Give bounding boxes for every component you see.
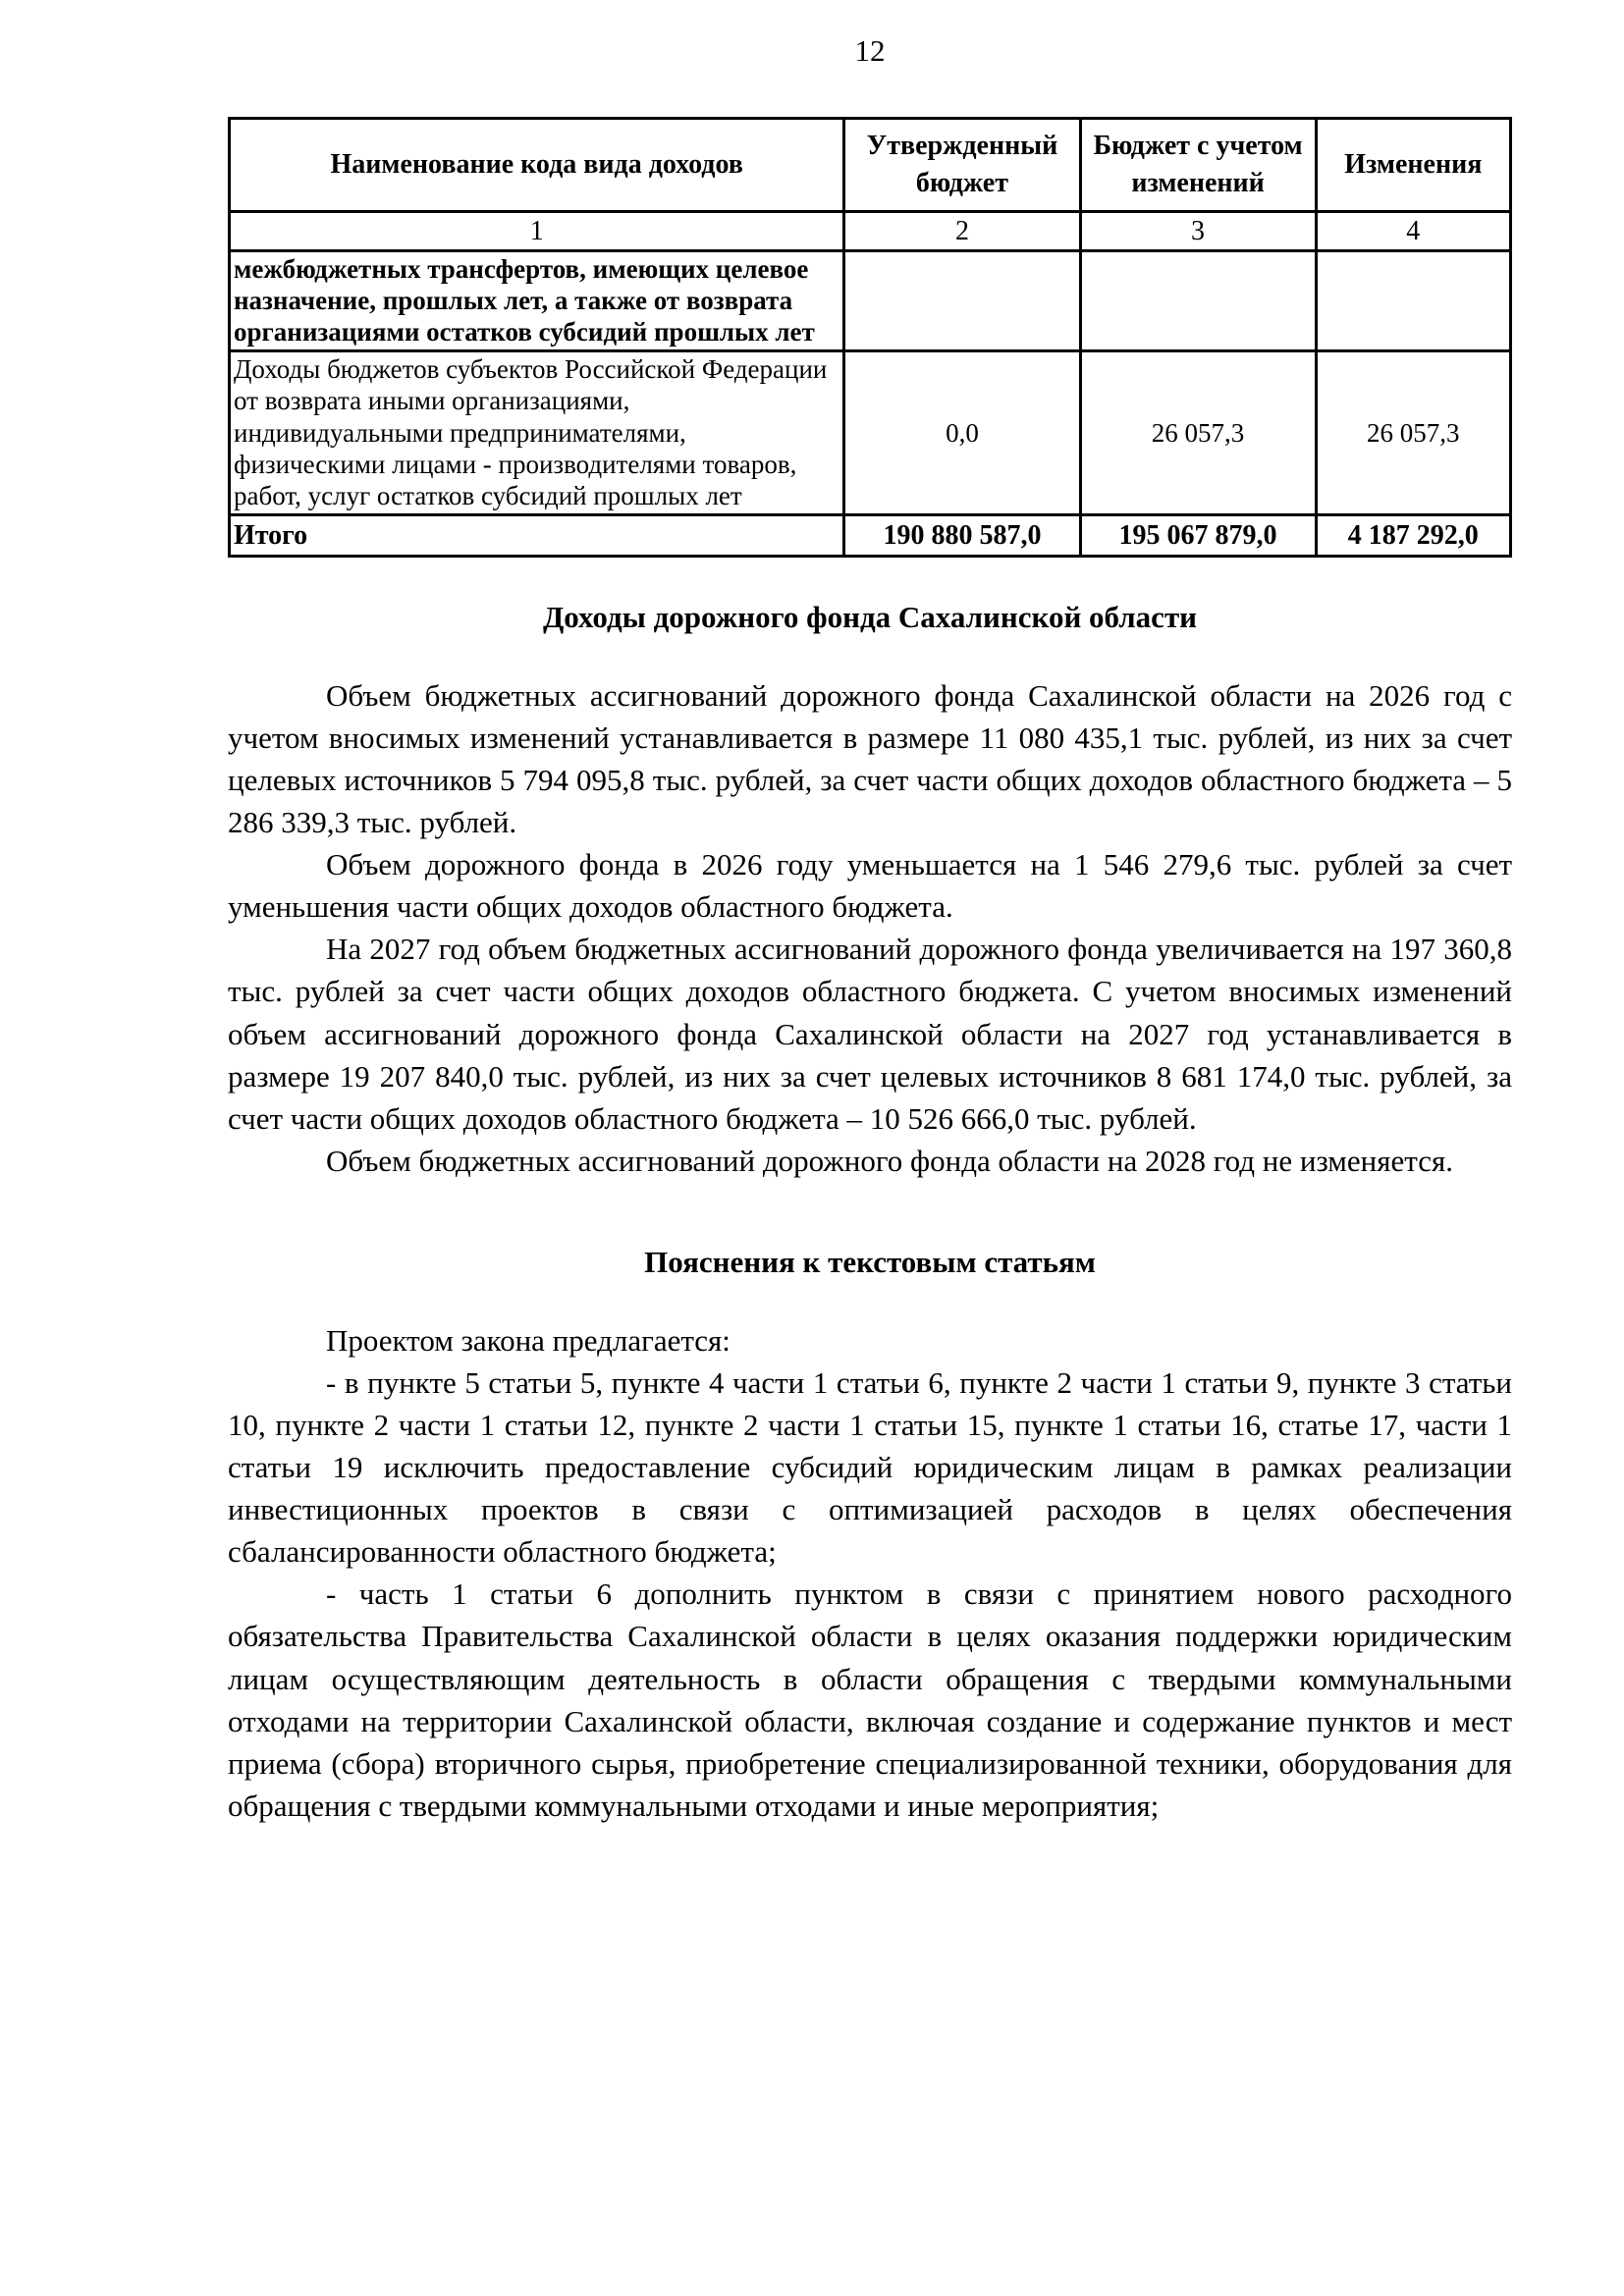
adjusted-budget-cell xyxy=(1080,250,1316,350)
paragraph-2026-road-fund-volume: Объем бюджетных ассигнований дорожного фонда Сахалинской области на 2026 год с учетом вносимых изменений устанавливается в размере 11 080 435,1 тыс. рублей, из них за счет целевых источников 5 794 095,8 тыс. рублей, за счет части общих доходов областного бюджета – 5 286 339,3 тыс. рублей. xyxy=(228,677,1512,840)
paragraph-exclude-subsidies: - в пункте 5 статьи 5, пункте 4 части 1 статьи 6, пункте 2 части 1 статьи 9, пункте 3 статьи 10, пункте 2 части 1 статьи 12, пункте 2 части 1 статьи 15, пункте 1 статьи 16, статье 17, части 1 статьи 19 исключить предоставление субсидий юридическим лицам в рамках реализации инвестиционных проектов в связи с оптимизацией расходов в целях обеспечения сбалансированности областного бюджета; xyxy=(228,1364,1512,1570)
paragraph-add-clause-waste-support: - часть 1 статьи 6 дополнить пунктом в связи с принятием нового расходного обязательства Правительства Сахалинской области в целях оказания поддержки юридическим лицам осуществляющим деятельность в области обращения с твердыми коммунальными отходами на территории Сахалинской области, включая создание и содержание пунктов и мест приема (сбора) вторичного сырья, приобретение специализированной техники, оборудования для обращения с твердыми коммунальными отходами и иные мероприятия; xyxy=(228,1576,1512,1823)
paragraph-law-proposes: Проектом закона предлагается: xyxy=(326,1322,731,1358)
approved-budget-cell xyxy=(844,250,1080,350)
table-row-continuation xyxy=(230,250,1511,350)
total-changes-cell: 4 187 292,0 xyxy=(1316,514,1510,556)
table-total-row xyxy=(230,514,1511,556)
page-number: 12 xyxy=(854,33,886,68)
col-header-approved-budget: Утвержденный бюджет xyxy=(844,119,1080,212)
adjusted-budget-cell: 26 057,3 xyxy=(1080,350,1316,514)
total-approved-cell: 190 880 587,0 xyxy=(844,514,1080,556)
table-header-row xyxy=(230,119,1511,212)
total-adjusted-cell: 195 067 879,0 xyxy=(1080,514,1316,556)
col-header-income-code-name: Наименование кода вида доходов xyxy=(230,119,844,212)
changes-cell: 26 057,3 xyxy=(1316,350,1510,514)
heading-road-fund-income: Доходы дорожного фонда Сахалинской области xyxy=(542,599,1198,634)
table-row-income xyxy=(230,350,1511,514)
column-index-1: 1 xyxy=(230,211,844,250)
paragraph-2027-road-fund-volume: На 2027 год объем бюджетных ассигнований дорожного фонда увеличивается на 197 360,8 тыс. рублей за счет части общих доходов областного бюджета. С учетом вносимых изменений объем ассигнований дорожного фонда Сахалинской области на 2027 год устанавливается в размере 19 207 840,0 тыс. рублей, из них за счет целевых источников 8 681 174,0 тыс. рублей, за счет части общих доходов областного бюджета – 10 526 666,0 тыс. рублей. xyxy=(228,932,1512,1136)
column-index-3: 3 xyxy=(1080,211,1316,250)
income-name-cell: Доходы бюджетов субъектов Российской Федерации от возврата иными организациями, индивидуальными предпринимателями, физическими лицами - производителями товаров, работ, услуг остатков субсидий прошлых лет xyxy=(230,350,844,514)
paragraph-2028-no-change: Объем бюджетных ассигнований дорожного фонда области на 2028 год не изменяется. xyxy=(326,1143,1453,1178)
col-header-budget-with-changes: Бюджет с учетом изменений xyxy=(1080,119,1316,212)
col-header-changes: Изменения xyxy=(1316,119,1510,212)
income-name-cell: межбюджетных трансфертов, имеющих целевое назначение, прошлых лет, а также от возврата организациями остатков субсидий прошлых лет xyxy=(230,250,844,350)
table-column-index-row xyxy=(230,211,1511,250)
income-codes-table xyxy=(228,117,1512,558)
paragraph-2026-road-fund-decrease: Объем дорожного фонда в 2026 году уменьшается на 1 546 279,6 тыс. рублей за счет уменьшения части общих доходов областного бюджета. xyxy=(228,847,1512,925)
column-index-2: 2 xyxy=(844,211,1080,250)
column-index-4: 4 xyxy=(1316,211,1510,250)
total-label-cell: Итого xyxy=(230,514,844,556)
heading-text-articles-explanations: Пояснения к текстовым статьям xyxy=(644,1244,1096,1279)
changes-cell xyxy=(1316,250,1510,350)
approved-budget-cell: 0,0 xyxy=(844,350,1080,514)
